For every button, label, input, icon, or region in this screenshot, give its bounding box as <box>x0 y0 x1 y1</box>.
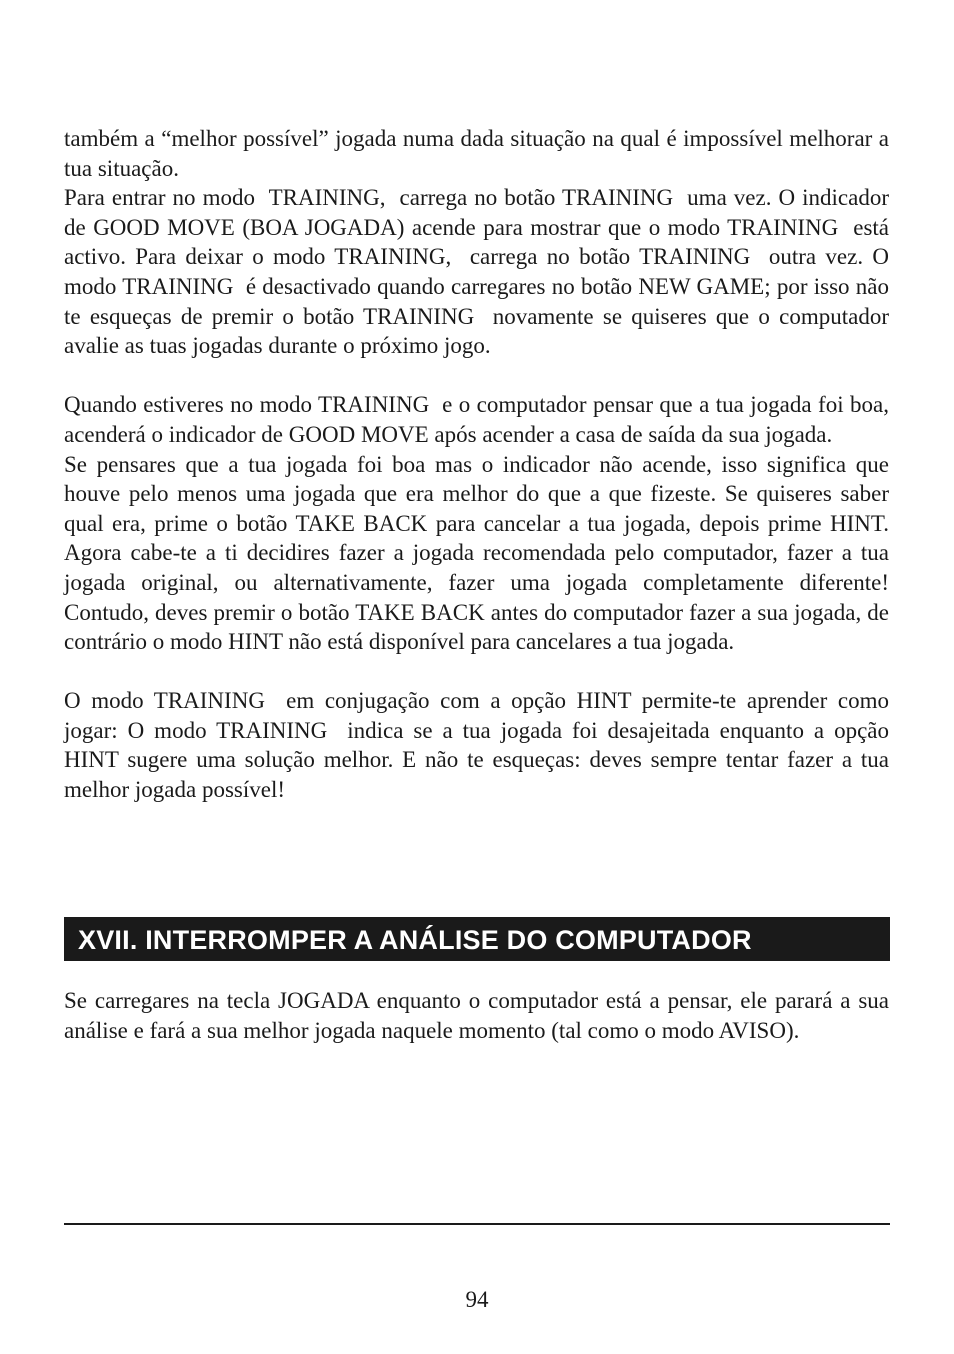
paragraph-gap <box>64 657 889 687</box>
body-text <box>64 124 895 805</box>
paragraph-take-back: Se pensares que a tua jogada foi boa mas o indicador não acende, isso significa que houve pelo menos uma jogada que era melhor do que a que fizeste. Se quiseres saber qual era, prime o botão TAKE BACK para cancelar a tua jogada, depois prime HINT. Agora cabe-te a ti decidires fazer a jogada recomendada pelo computador, fazer a tua jogada original, ou alternativamente, fazer uma jogada completamente diferente! Contudo, deves premir o botão TAKE BACK antes do computador fazer a sua jogada, de contrário o modo HINT não está disponível para cancelares a tua jogada. <box>64 451 895 655</box>
footer-divider <box>64 1223 890 1225</box>
paragraph-interrupt: Se carregares na tecla JOGADA enquanto o computador está a pensar, ele parará a sua análise e fará a sua melhor jogada naquele momento (tal como o modo AVISO). <box>64 988 895 1043</box>
paragraph-continuation: também a “melhor possível” jogada numa dada situação na qual é impossível melhorar a tua situação. <box>64 126 895 181</box>
page-number: 94 <box>465 1287 489 1312</box>
paragraph-training-enter: Para entrar no modo TRAINING, carrega no botão TRAINING uma vez. O indicador de GOOD MOVE (BOA JOGADA) acende para mostrar que o modo TRAINING está activo. Para deixar o modo TRAINING, carrega no botão TRAINING outra vez. O modo TRAINING é desactivado quando carregares no botão NEW GAME; por isso não te esqueças de premir o botão TRAINING novamente se quiseres que o computador avalie as tuas jogadas durante o próximo jogo. <box>64 185 895 359</box>
paragraph-gap <box>64 361 889 391</box>
paragraph-training-hint: O modo TRAINING em conjugação com a opção HINT permite-te aprender como jogar: O modo TRAINING indica se a tua jogada foi desajeitada enquanto a opção HINT sugere uma solução melhor. E não te esqueças: deves sempre tentar fazer a tua melhor jogada possível! <box>64 688 895 803</box>
paragraph-good-move: Quando estiveres no modo TRAINING e o computador pensar que a tua jogada foi boa, acenderá o indicador de GOOD MOVE após acender a casa de saída da sua jogada. <box>64 392 895 447</box>
section-heading-bar <box>64 917 890 961</box>
section-body <box>64 986 895 1045</box>
section-heading: XVII. INTERROMPER A ANÁLISE DO COMPUTADOR <box>78 925 752 955</box>
